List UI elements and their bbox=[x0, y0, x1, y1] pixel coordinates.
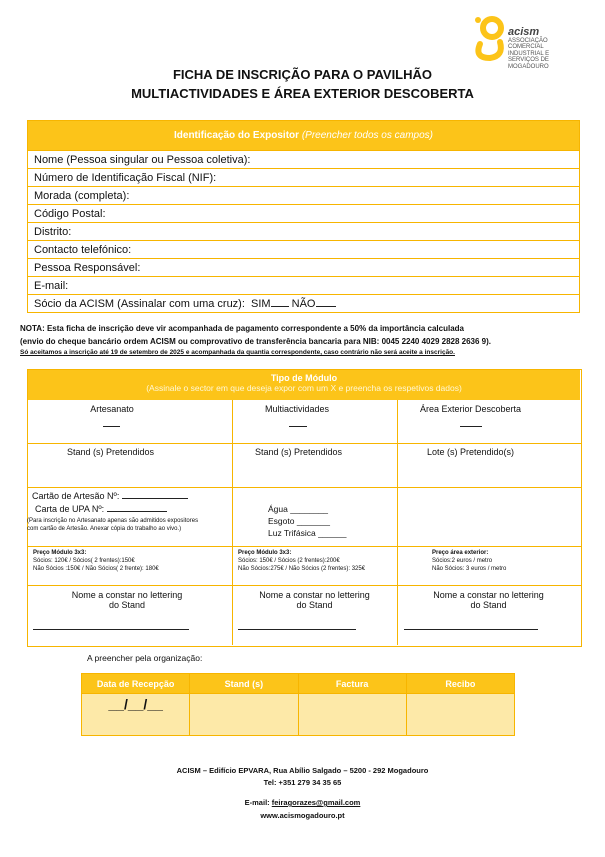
lettering-input-1[interactable] bbox=[33, 629, 189, 630]
row-divider-2 bbox=[27, 487, 581, 488]
lote-label: Lote (s) Pretendido(s) bbox=[427, 447, 515, 457]
col-recibo: Recibo bbox=[406, 674, 514, 694]
form-title-line2: MULTIACTIVIDADES E ÁREA EXTERIOR DESCOBERTA bbox=[131, 86, 474, 101]
footer-address: ACISM – Edifício EPVARA, Rua Abílio Salgado – 5200 - 292 Mogadouro bbox=[176, 766, 429, 775]
logo-subtitle: ASSOCIAÇÃO COMERCIAL INDUSTRIAL E SERVIÇOS DE MOGADOURO bbox=[508, 38, 550, 70]
footer-tel: Tel: +351 279 34 35 65 bbox=[263, 778, 342, 787]
price-area-exterior: Preço área exterior: Sócios:2 euros / metro Não Sócios: 3 euros / metro bbox=[432, 550, 507, 572]
lettering-label-3: Nome a constar no lettering do Stand bbox=[433, 590, 544, 610]
payment-note-line2: (envio do cheque bancário ordem ACISM ou comprovativo de transferência bancaria para NIB: 0045 2240 4029 2828 2636 9). bbox=[20, 337, 491, 346]
upa-card-field[interactable]: Carta de UPA Nº: bbox=[35, 504, 167, 514]
field-name[interactable]: Nome (Pessoa singular ou Pessoa coletiva): bbox=[28, 151, 580, 169]
area-exterior-mark[interactable] bbox=[460, 426, 482, 427]
field-phone[interactable]: Contacto telefónico: bbox=[28, 241, 580, 259]
lettering-label-2: Nome a constar no lettering do Stand bbox=[259, 590, 370, 610]
member-yes-checkbox[interactable] bbox=[271, 306, 289, 307]
payment-note-line3: Só aceitamos a inscrição até 19 de setembro de 2025 e acompanhada da quantia correspondente, caso contrário não será aceite a inscrição. bbox=[20, 349, 455, 356]
organization-table bbox=[81, 673, 515, 736]
stand-label-multiactividades: Stand (s) Pretendidos bbox=[255, 447, 343, 457]
col-data-recepcao: Data de Recepção bbox=[82, 674, 190, 694]
acism-logo bbox=[470, 14, 580, 70]
identification-header-note: (Preencher todos os campos) bbox=[301, 130, 433, 141]
organization-label: A preencher pela organização: bbox=[87, 653, 203, 663]
lettering-label-1: Nome a constar no lettering do Stand bbox=[71, 590, 183, 610]
footer-website[interactable]: www.acismogadouro.pt bbox=[260, 811, 345, 820]
multiactividades-mark[interactable] bbox=[289, 426, 307, 427]
lettering-input-3[interactable] bbox=[404, 629, 538, 630]
field-district[interactable]: Distrito: bbox=[28, 223, 580, 241]
payment-note-line1: NOTA: Esta ficha de inscrição deve vir acompanhada de pagamento correspondente a 50% da importância calculada bbox=[20, 324, 464, 333]
row-divider-4 bbox=[27, 585, 581, 586]
module-header-subtitle: (Assinale o sector em que deseja expor com um X e preencha os respetivos dados) bbox=[146, 383, 462, 393]
stand-input[interactable] bbox=[190, 694, 298, 736]
member-no-checkbox[interactable] bbox=[316, 306, 336, 307]
acism-logo-icon bbox=[470, 14, 510, 62]
col-factura: Factura bbox=[298, 674, 406, 694]
lettering-input-2[interactable] bbox=[238, 629, 356, 630]
price-multiactividades: Preço Módulo 3x3: Sócios: 150€ / Sócios (2 frentes):200€ Não Sócios:275€ / Não Sócios (2 frentes): 325€ bbox=[238, 550, 366, 572]
col-stand: Stand (s) bbox=[190, 674, 298, 694]
field-nif[interactable]: Número de Identificação Fiscal (NIF): bbox=[28, 169, 580, 187]
field-address[interactable]: Morada (completa): bbox=[28, 187, 580, 205]
identification-header: Identificação do Expositor (Preencher todos os campos) bbox=[28, 121, 580, 151]
field-member: Sócio da ACISM (Assinalar com uma cruz): SIM NÃO bbox=[28, 295, 580, 313]
row-divider-3 bbox=[27, 546, 581, 547]
row-divider-1 bbox=[27, 443, 581, 444]
footer-email-link[interactable]: feiragorazes@gmail.com bbox=[271, 798, 361, 807]
member-yes-label: SIM bbox=[251, 297, 271, 310]
member-no-label: NÃO bbox=[291, 297, 316, 310]
field-postal-code[interactable]: Código Postal: bbox=[28, 205, 580, 223]
stand-label-artesanato: Stand (s) Pretendidos bbox=[67, 447, 155, 457]
footer-email: E-mail: feiragorazes@gmail.com bbox=[244, 798, 361, 807]
form-title-line1: FICHA DE INSCRIÇÃO PARA O PAVILHÃO bbox=[172, 67, 433, 82]
receipt-input[interactable] bbox=[406, 694, 514, 736]
module-header-title: Tipo de Módulo bbox=[270, 373, 338, 383]
logo-brand: acism bbox=[508, 26, 540, 38]
module-header bbox=[28, 370, 580, 400]
field-responsible[interactable]: Pessoa Responsável: bbox=[28, 259, 580, 277]
column-multiactividades: Multiactividades bbox=[264, 404, 330, 414]
water-field[interactable]: Água ________ bbox=[268, 504, 329, 514]
artisan-card-field[interactable]: Cartão de Artesão Nº: bbox=[32, 491, 188, 501]
price-artesanato: Preço Módulo 3x3: Sócios: 120€ / Sócios( 2 frentes):150€ Não Sócios :150€ / Não Sócios( 2 frente): 180€ bbox=[33, 550, 159, 572]
column-area-exterior: Área Exterior Descoberta bbox=[419, 404, 522, 414]
artesanato-mark[interactable] bbox=[103, 426, 120, 427]
sewage-field[interactable]: Esgoto _______ bbox=[268, 516, 330, 526]
column-artesanato: Artesanato bbox=[90, 404, 134, 414]
artisan-note: (Para inscrição no Artesanato apenas são admitidos expositores com cartão de Artesão. Anexar cópia do trabalho ao vivo.) bbox=[27, 518, 199, 532]
reception-date-input[interactable]: __/__/__ bbox=[82, 694, 190, 736]
identification-table bbox=[27, 120, 580, 313]
field-email[interactable]: E-mail: bbox=[28, 277, 580, 295]
invoice-input[interactable] bbox=[298, 694, 406, 736]
power-field[interactable]: Luz Trifásica ______ bbox=[268, 528, 347, 538]
